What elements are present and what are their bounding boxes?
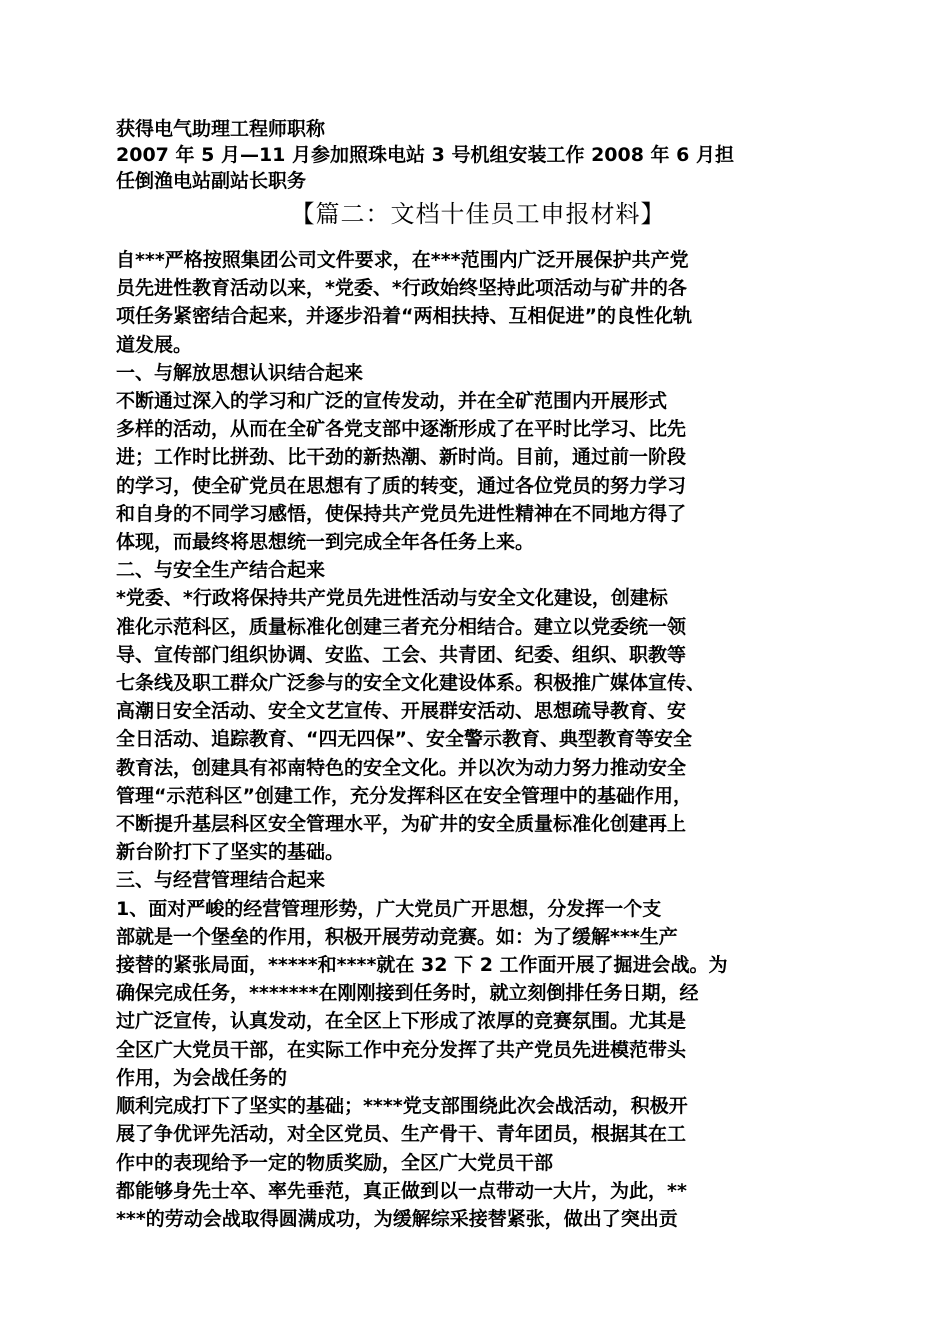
body-line: 新台阶打下了坚实的基础。	[116, 841, 345, 864]
body-line: 教育法，创建具有祁南特色的安全文化。并以次为动力努力推动安全	[116, 756, 687, 779]
body-line: 员先进性教育活动以来，*党委、*行政始终坚持此项活动与矿井的各	[116, 277, 687, 300]
body-line: 确保完成任务，*******在刚刚接到任务时，就立刻倒排任务日期，经	[116, 982, 699, 1005]
body-line: 准化示范科区，质量标准化创建三者充分相结合。建立以党委统一领	[116, 615, 687, 638]
body-line: 进；工作时比拼劲、比干劲的新热潮、新时尚。目前，通过前一阶段	[116, 446, 687, 469]
body-line: 道发展。	[116, 333, 193, 356]
body-line: 导、宣传部门组织协调、安监、工会、共青团、纪委、组织、职教等	[116, 643, 687, 666]
body-line: 和自身的不同学习感悟，使保持共产党员先进性精神在不同地方得了	[116, 502, 687, 525]
body-line: 全日活动、追踪教育、“四无四保”、安全警示教育、典型教育等安全	[116, 728, 692, 751]
body-line: 管理“示范科区”创建工作，充分发挥科区在安全管理中的基础作用，	[116, 784, 692, 807]
body-line: *党委、*行政将保持共产党员先进性活动与安全文化建设，创建标	[116, 587, 668, 610]
body-line: 项任务紧密结合起来，并逐步沿着“两相扶持、互相促进”的良性化轨	[116, 305, 692, 328]
section-title: 【篇二：文档十佳员工申报材料】	[290, 200, 666, 228]
header-line: 任倒渔电站副站长职务	[116, 170, 307, 192]
body-line: 全区广大党员干部，在实际工作中充分发挥了共产党员先进模范带头	[116, 1038, 687, 1061]
body-line: ***的劳动会战取得圆满成功，为缓解综采接替紧张，做出了突出贡	[116, 1207, 678, 1230]
subheading-line: 一、与解放思想认识结合起来	[116, 361, 364, 384]
body-line: 1、面对严峻的经营管理形势，广大党员广开思想，分发挥一个支	[116, 897, 662, 920]
body-line: 自***严格按照集团公司文件要求，在***范围内广泛开展保护共产党	[116, 249, 689, 271]
body-line: 作中的表现给予一定的物质奖励，全区广大党员干部	[116, 1151, 554, 1174]
body-line: 过广泛宣传，认真发动，在全区上下形成了浓厚的竞赛氛围。尤其是	[116, 1010, 687, 1033]
body-line: 七条线及职工群众广泛参与的安全文化建设体系。积极推广媒体宣传、	[116, 672, 706, 695]
body-line: 部就是一个堡垒的作用，积极开展劳动竞赛。如：为了缓解***生产	[116, 925, 678, 948]
body-line: 接替的紧张局面，*****和****就在 32 下 2 工作面开展了掘进会战。为	[116, 954, 728, 977]
body-line: 不断提升基层科区安全管理水平，为矿井的安全质量标准化创建再上	[116, 813, 687, 836]
header-block	[116, 116, 840, 194]
body-line: 顺利完成打下了坚实的基础；****党支部围绕此次会战活动，积极开	[116, 1095, 688, 1118]
body-line: 作用，为会战任务的	[116, 1066, 288, 1089]
header-line: 获得电气助理工程师职称	[116, 118, 326, 140]
body-line: 多样的活动，从而在全矿各党支部中逐渐形成了在平时比学习、比先	[116, 418, 687, 441]
body-line: 的学习，使全矿党员在思想有了质的转变，通过各位党员的努力学习	[116, 474, 687, 497]
body-line: 不断通过深入的学习和广泛的宣传发动，并在全矿范围内开展形式	[116, 390, 668, 413]
body-line: 展了争优评先活动，对全区党员、生产骨干、青年团员，根据其在工	[116, 1123, 687, 1146]
body-line: 高潮日安全活动、安全文艺宣传、开展群安活动、思想疏导教育、安	[116, 700, 687, 723]
body-line: 都能够身先士卒、率先垂范，真正做到以一点带动一大片，为此，**	[116, 1179, 687, 1202]
body-line: 体现，而最终将思想统一到完成全年各任务上来。	[116, 531, 535, 554]
document-page	[116, 116, 840, 1233]
subheading-line: 二、与安全生产结合起来	[116, 559, 326, 582]
body-text	[116, 246, 840, 1233]
header-line: 2007 年 5 月—11 月参加照珠电站 3 号机组安装工作 2008 年 6 月担	[116, 144, 735, 166]
subheading-line: 三、与经营管理结合起来	[116, 869, 326, 892]
